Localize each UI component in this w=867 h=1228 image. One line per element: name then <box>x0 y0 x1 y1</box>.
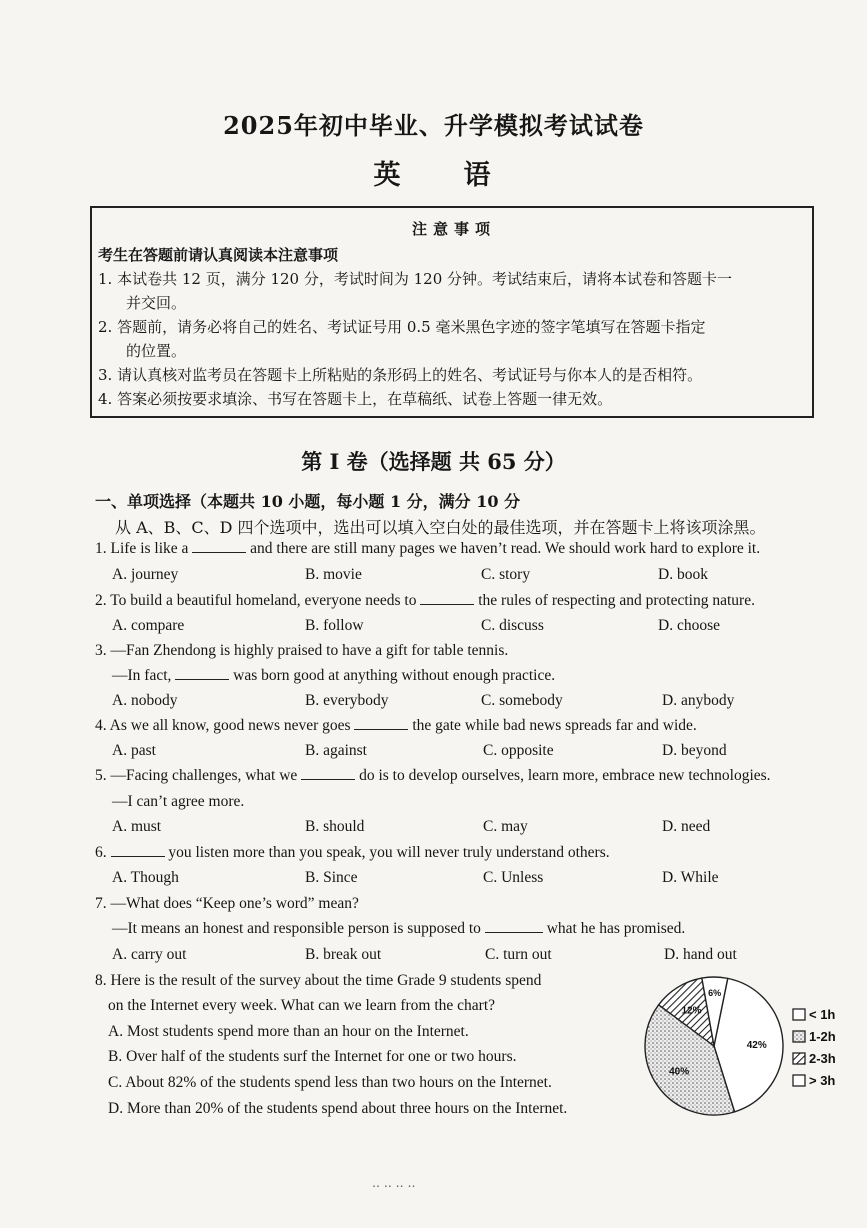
question-5-stem: 5. —Facing challenges, what we do is to develop ourselves, learn more, embrace new technologies. <box>95 767 771 784</box>
option-b: B. everybody <box>305 692 389 709</box>
pie-slice-label: 40% <box>669 1066 690 1078</box>
option-c: C. turn out <box>485 946 552 963</box>
option-d: D. book <box>658 566 708 583</box>
part-title: 一、单项选择（本题共 10 小题，每小题 1 分，满分 10 分 <box>95 492 521 511</box>
answer-blank <box>175 667 229 680</box>
option-a: A. Though <box>112 869 179 886</box>
notice-item: 2. 答题前，请务必将自己的姓名、考试证号用 0.5 毫米黑色字迹的签字笔填写在答题卡指定 <box>98 318 706 336</box>
option-c: C. opposite <box>483 742 554 759</box>
notice-box <box>90 206 814 418</box>
notice-item: 并交回。 <box>126 294 187 312</box>
option-c: C. somebody <box>481 692 563 709</box>
answer-blank <box>111 844 165 857</box>
legend-label: 1-2h <box>809 1029 836 1044</box>
question-8-line: 8. Here is the result of the survey about the time Grade 9 students spend <box>95 972 542 989</box>
question-7-stem: —It means an honest and responsible person is supposed to what he has promised. <box>112 920 686 937</box>
option-b: B. Over half of the students surf the Internet for one or two hours. <box>108 1048 517 1065</box>
pie-slice-label: 42% <box>746 1039 767 1051</box>
option-a: A. compare <box>112 617 185 634</box>
option-c: C. About 82% of the students spend less than two hours on the Internet. <box>108 1074 552 1091</box>
question-4-stem: 4. As we all know, good news never goes the gate while bad news spreads far and wide. <box>95 717 697 734</box>
notice-intro: 考生在答题前请认真阅读本注意事项 <box>98 246 339 264</box>
legend-label: 2-3h <box>809 1051 836 1066</box>
answer-blank <box>354 717 408 730</box>
notice-item: 1. 本试卷共 12 页，满分 120 分，考试时间为 120 分钟。考试结束后，请将本试卷和答题卡一 <box>98 270 733 288</box>
option-a: A. nobody <box>112 692 178 709</box>
option-a: A. carry out <box>112 946 187 963</box>
question-3-line: 3. —Fan Zhendong is highly praised to have a gift for table tennis. <box>95 642 509 659</box>
option-d: D. need <box>662 818 711 835</box>
answer-blank <box>192 540 246 553</box>
option-c: C. Unless <box>483 869 544 886</box>
question-5-reply: —I can’t agree more. <box>112 793 245 810</box>
option-a: A. journey <box>112 566 179 583</box>
pie-slice-label: 6% <box>708 988 722 999</box>
option-a: A. must <box>112 818 162 835</box>
question-8-line: on the Internet every week. What can we learn from the chart? <box>108 997 496 1014</box>
part-instruction: 从 A、B、C、D 四个选项中，选出可以填入空白处的最佳选项，并在答题卡上将该项涂黑。 <box>115 518 766 537</box>
question-6-stem: 6. you listen more than you speak, you will never truly understand others. <box>95 844 610 861</box>
answer-blank <box>420 592 474 605</box>
option-d: D. More than 20% of the students spend about three hours on the Internet. <box>108 1100 568 1117</box>
option-d: D. beyond <box>662 742 727 759</box>
section-title: 第 I 卷（选择题 共 65 分） <box>301 449 566 474</box>
option-b: B. should <box>305 818 365 835</box>
option-c: C. story <box>481 566 531 583</box>
question-1-stem: 1. Life is like a and there are still many pages we haven’t read. We should work hard to explore it. <box>95 540 761 557</box>
question-2-stem: 2. To build a beautiful homeland, everyone needs to the rules of respecting and protecting nature. <box>95 592 755 609</box>
legend-swatch <box>793 1031 805 1042</box>
option-a: A. past <box>112 742 156 759</box>
option-b: B. break out <box>305 946 382 963</box>
option-b: B. movie <box>305 566 362 583</box>
option-d: D. hand out <box>664 946 737 963</box>
legend-swatch <box>793 1053 805 1064</box>
notice-item: 3. 请认真核对监考员在答题卡上所粘贴的条形码上的姓名、考试证号与你本人的是否相符。 <box>98 366 703 384</box>
option-b: B. against <box>305 742 367 759</box>
exam-title: 2025年初中毕业、升学模拟考试试卷 <box>223 111 644 140</box>
pie-slice-label: 12% <box>681 1005 702 1017</box>
option-d: D. choose <box>658 617 720 634</box>
option-d: D. While <box>662 869 719 886</box>
notice-item: 的位置。 <box>126 342 187 360</box>
option-b: B. Since <box>305 869 358 886</box>
option-b: B. follow <box>305 617 364 634</box>
legend-swatch <box>793 1009 805 1020</box>
answer-blank <box>301 767 355 780</box>
subject-title: 英 语 <box>373 160 494 191</box>
survey-pie-chart <box>632 966 866 1126</box>
legend-label: > 3h <box>809 1073 836 1088</box>
notice-title: 注意事项 <box>411 220 496 238</box>
option-c: C. discuss <box>481 617 544 634</box>
question-3-stem: —In fact, was born good at anything without enough practice. <box>112 667 556 684</box>
option-d: D. anybody <box>662 692 735 709</box>
option-c: C. may <box>483 818 528 835</box>
legend-label: < 1h <box>809 1007 836 1022</box>
legend-swatch <box>793 1075 805 1086</box>
option-a: A. Most students spend more than an hour on the Internet. <box>108 1023 469 1040</box>
notice-item: 4. 答案必须按要求填涂、书写在答题卡上，在草稿纸、试卷上答题一律无效。 <box>98 390 613 408</box>
question-7-line: 7. —What does “Keep one’s word” mean? <box>95 895 359 912</box>
answer-blank <box>485 920 543 933</box>
page-footer-marks: ‥ ‥ ‥ ‥ <box>372 1176 416 1190</box>
